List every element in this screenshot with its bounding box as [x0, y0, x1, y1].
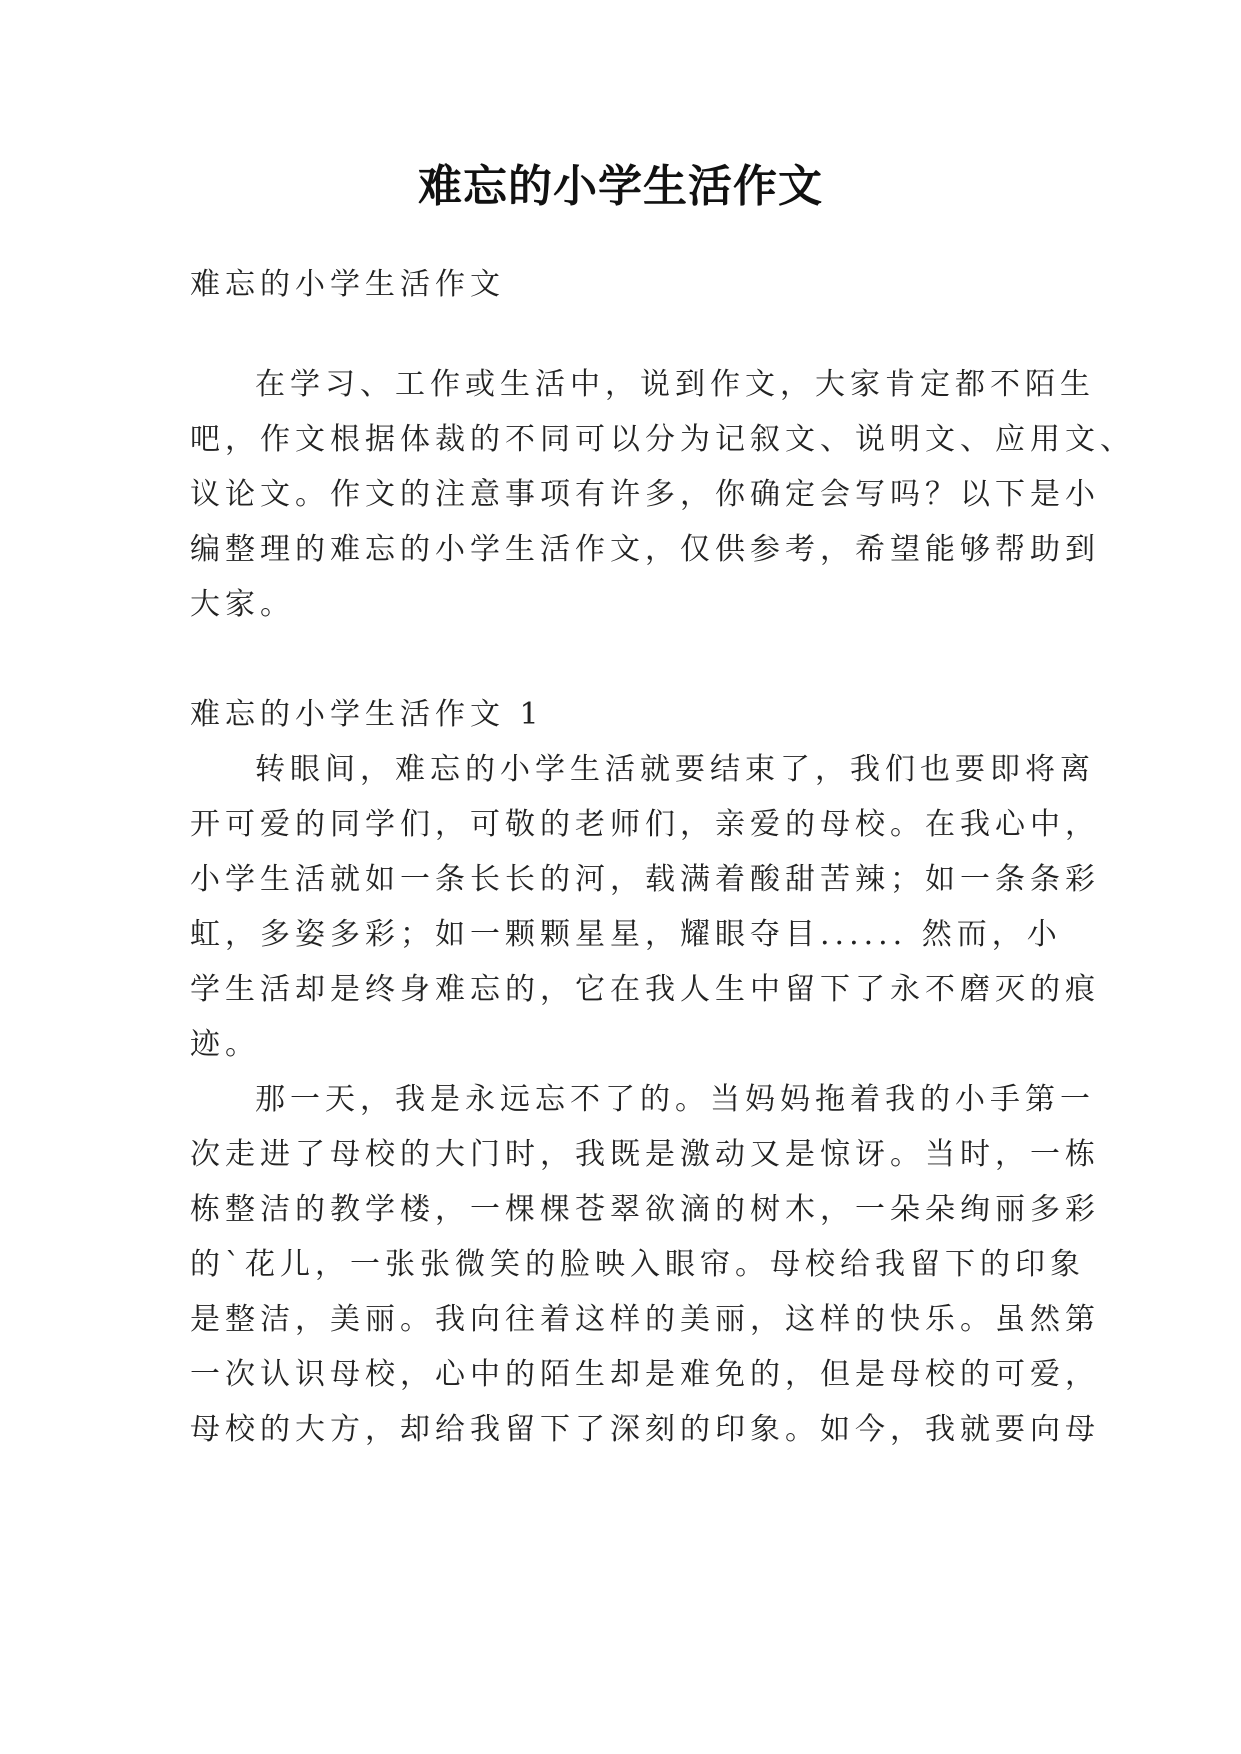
paragraph-line: 一次认识母校，心中的陌生却是难免的，但是母校的可爱， — [190, 1357, 1100, 1392]
paragraph-line: 母校的大方，却给我留下了深刻的印象。如今，我就要向母 — [190, 1412, 1100, 1447]
paragraph-line: 虹，多姿多彩；如一颗颗星星，耀眼夺目...... 然而，小 — [190, 917, 1062, 952]
paragraph-line: 的`花儿，一张张微笑的脸映入眼帘。母校给我留下的印象 — [190, 1247, 1085, 1282]
paragraph-line: 小学生活就如一条长长的河，载满着酸甜苦辣；如一条条彩 — [190, 862, 1100, 897]
paragraph-line: 转眼间，难忘的小学生活就要结束了，我们也要即将离 — [255, 752, 1095, 787]
paragraph-line: 开可爱的同学们，可敬的老师们，亲爱的母校。在我心中， — [190, 807, 1100, 842]
paragraph-line: 编整理的难忘的小学生活作文，仅供参考，希望能够帮助到 — [190, 532, 1100, 567]
paragraph-line: 是整洁，美丽。我向往着这样的美丽，这样的快乐。虽然第 — [190, 1302, 1100, 1337]
page-title: 难忘的小学生活作文 — [418, 161, 823, 212]
paragraph-line: 吧，作文根据体裁的不同可以分为记叙文、说明文、应用文、 — [190, 422, 1135, 457]
section-heading: 难忘的小学生活作文 1 — [190, 697, 544, 732]
paragraph-line: 栋整洁的教学楼，一棵棵苍翠欲滴的树木，一朵朵绚丽多彩 — [190, 1192, 1100, 1227]
document-subtitle: 难忘的小学生活作文 — [190, 267, 505, 302]
paragraph-line: 大家。 — [190, 587, 295, 622]
paragraph-line: 那一天，我是永远忘不了的。当妈妈拖着我的小手第一 — [255, 1082, 1095, 1117]
paragraph-line: 学生活却是终身难忘的，它在我人生中留下了永不磨灭的痕 — [190, 972, 1100, 1007]
paragraph-line: 迹。 — [190, 1027, 260, 1062]
paragraph-line: 在学习、工作或生活中，说到作文，大家肯定都不陌生 — [255, 367, 1095, 402]
paragraph-line: 议论文。作文的注意事项有许多，你确定会写吗？以下是小 — [190, 477, 1100, 512]
paragraph-line: 次走进了母校的大门时，我既是激动又是惊讶。当时，一栋 — [190, 1137, 1100, 1172]
